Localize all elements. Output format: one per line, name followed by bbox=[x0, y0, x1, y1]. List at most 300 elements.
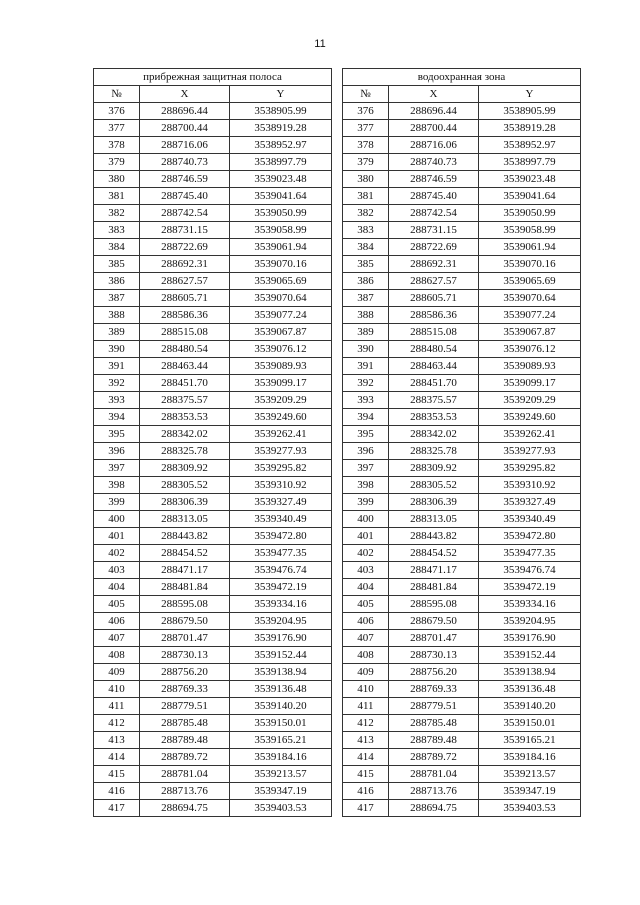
water-protection-zone-table bbox=[342, 68, 581, 817]
coastal-table-row bbox=[94, 800, 332, 817]
coastal-x-coordinate: 288443.82 bbox=[140, 528, 230, 545]
coastal-y-coordinate: 3539070.64 bbox=[230, 290, 332, 307]
water-zone-point-number: 387 bbox=[343, 290, 389, 307]
water-zone-table-row bbox=[343, 426, 581, 443]
coastal-y-coordinate: 3539249.60 bbox=[230, 409, 332, 426]
water-zone-point-number: 397 bbox=[343, 460, 389, 477]
water-zone-table-row bbox=[343, 273, 581, 290]
water-zone-x-coordinate: 288785.48 bbox=[389, 715, 479, 732]
water-zone-table-row bbox=[343, 749, 581, 766]
coastal-y-coordinate: 3539477.35 bbox=[230, 545, 332, 562]
water-zone-x-coordinate: 288700.44 bbox=[389, 120, 479, 137]
coastal-table-row bbox=[94, 154, 332, 171]
water-zone-table-row bbox=[343, 477, 581, 494]
water-zone-table-row bbox=[343, 562, 581, 579]
water-zone-y-coordinate: 3538997.79 bbox=[479, 154, 581, 171]
coastal-point-number: 396 bbox=[94, 443, 140, 460]
coastal-y-coordinate: 3539152.44 bbox=[230, 647, 332, 664]
water-zone-x-coordinate: 288745.40 bbox=[389, 188, 479, 205]
coastal-table-row bbox=[94, 341, 332, 358]
water-zone-x-coordinate: 288306.39 bbox=[389, 494, 479, 511]
coastal-y-coordinate: 3539150.01 bbox=[230, 715, 332, 732]
water-zone-point-number: 377 bbox=[343, 120, 389, 137]
coastal-table-title: прибрежная защитная полоса bbox=[94, 69, 332, 86]
water-zone-y-coordinate: 3539209.29 bbox=[479, 392, 581, 409]
water-zone-y-coordinate: 3539249.60 bbox=[479, 409, 581, 426]
water-zone-y-coordinate: 3539050.99 bbox=[479, 205, 581, 222]
water-zone-y-coordinate: 3539334.16 bbox=[479, 596, 581, 613]
coastal-point-number: 382 bbox=[94, 205, 140, 222]
coastal-point-number: 404 bbox=[94, 579, 140, 596]
coastal-y-coordinate: 3539041.64 bbox=[230, 188, 332, 205]
water-zone-point-number: 389 bbox=[343, 324, 389, 341]
coastal-point-number: 414 bbox=[94, 749, 140, 766]
water-zone-x-coordinate: 288443.82 bbox=[389, 528, 479, 545]
water-zone-y-coordinate: 3539152.44 bbox=[479, 647, 581, 664]
coastal-point-number: 398 bbox=[94, 477, 140, 494]
water-zone-point-number: 392 bbox=[343, 375, 389, 392]
water-zone-point-number: 379 bbox=[343, 154, 389, 171]
coastal-x-coordinate: 288730.13 bbox=[140, 647, 230, 664]
coastal-point-number: 410 bbox=[94, 681, 140, 698]
coastal-x-coordinate: 288713.76 bbox=[140, 783, 230, 800]
coastal-table-row bbox=[94, 562, 332, 579]
coastal-y-coordinate: 3539472.80 bbox=[230, 528, 332, 545]
water-zone-y-coordinate: 3539204.95 bbox=[479, 613, 581, 630]
coastal-table-row bbox=[94, 409, 332, 426]
coastal-table-row bbox=[94, 239, 332, 256]
water-zone-point-number: 407 bbox=[343, 630, 389, 647]
coastal-x-coordinate: 288701.47 bbox=[140, 630, 230, 647]
coastal-point-number: 415 bbox=[94, 766, 140, 783]
water-zone-y-coordinate: 3539327.49 bbox=[479, 494, 581, 511]
coastal-point-number: 407 bbox=[94, 630, 140, 647]
coastal-table-row bbox=[94, 188, 332, 205]
coastal-table-row bbox=[94, 630, 332, 647]
coastal-x-coordinate: 288480.54 bbox=[140, 341, 230, 358]
coastal-point-number: 377 bbox=[94, 120, 140, 137]
water-zone-y-coordinate: 3539077.24 bbox=[479, 307, 581, 324]
water-zone-x-coordinate: 288692.31 bbox=[389, 256, 479, 273]
coastal-protective-strip-table bbox=[93, 68, 332, 817]
water-zone-point-number: 412 bbox=[343, 715, 389, 732]
water-zone-y-coordinate: 3539403.53 bbox=[479, 800, 581, 817]
coastal-y-coordinate: 3539140.20 bbox=[230, 698, 332, 715]
coastal-point-number: 389 bbox=[94, 324, 140, 341]
water-zone-table-row bbox=[343, 392, 581, 409]
coastal-y-coordinate: 3539176.90 bbox=[230, 630, 332, 647]
coastal-y-coordinate: 3539023.48 bbox=[230, 171, 332, 188]
water-zone-y-coordinate: 3539150.01 bbox=[479, 715, 581, 732]
water-zone-point-number: 408 bbox=[343, 647, 389, 664]
water-zone-y-coordinate: 3539023.48 bbox=[479, 171, 581, 188]
coastal-point-number: 416 bbox=[94, 783, 140, 800]
water-zone-point-number: 396 bbox=[343, 443, 389, 460]
coastal-y-coordinate: 3539065.69 bbox=[230, 273, 332, 290]
coastal-table-row bbox=[94, 222, 332, 239]
water-zone-point-number: 416 bbox=[343, 783, 389, 800]
water-zone-point-number: 386 bbox=[343, 273, 389, 290]
coastal-y-coordinate: 3539310.92 bbox=[230, 477, 332, 494]
coastal-x-coordinate: 288740.73 bbox=[140, 154, 230, 171]
coastal-table-row bbox=[94, 715, 332, 732]
coastal-x-coordinate: 288742.54 bbox=[140, 205, 230, 222]
water-zone-x-coordinate: 288353.53 bbox=[389, 409, 479, 426]
coastal-table-row bbox=[94, 545, 332, 562]
coastal-point-number: 385 bbox=[94, 256, 140, 273]
water-zone-table-row bbox=[343, 409, 581, 426]
water-zone-y-coordinate: 3539340.49 bbox=[479, 511, 581, 528]
coastal-y-coordinate: 3538919.28 bbox=[230, 120, 332, 137]
water-zone-y-coordinate: 3539472.19 bbox=[479, 579, 581, 596]
coastal-table-row bbox=[94, 205, 332, 222]
water-zone-table-row bbox=[343, 103, 581, 120]
water-zone-table-row bbox=[343, 800, 581, 817]
water-zone-point-number: 404 bbox=[343, 579, 389, 596]
coastal-x-coordinate: 288451.70 bbox=[140, 375, 230, 392]
water-zone-table-row bbox=[343, 239, 581, 256]
coastal-x-coordinate: 288692.31 bbox=[140, 256, 230, 273]
water-zone-table-row bbox=[343, 528, 581, 545]
coastal-table-row bbox=[94, 273, 332, 290]
water-zone-point-number: 402 bbox=[343, 545, 389, 562]
water-zone-x-coordinate: 288454.52 bbox=[389, 545, 479, 562]
coastal-table-row bbox=[94, 171, 332, 188]
water-zone-y-coordinate: 3539476.74 bbox=[479, 562, 581, 579]
coastal-y-coordinate: 3539476.74 bbox=[230, 562, 332, 579]
water-zone-x-coordinate: 288679.50 bbox=[389, 613, 479, 630]
water-zone-y-coordinate: 3539065.69 bbox=[479, 273, 581, 290]
coastal-table-row bbox=[94, 681, 332, 698]
water-zone-y-coordinate: 3539477.35 bbox=[479, 545, 581, 562]
water-zone-x-coordinate: 288309.92 bbox=[389, 460, 479, 477]
coastal-table-row bbox=[94, 477, 332, 494]
coastal-point-number: 387 bbox=[94, 290, 140, 307]
water-zone-point-number: 381 bbox=[343, 188, 389, 205]
coastal-x-coordinate: 288700.44 bbox=[140, 120, 230, 137]
coastal-point-number: 408 bbox=[94, 647, 140, 664]
water-zone-y-coordinate: 3539138.94 bbox=[479, 664, 581, 681]
water-zone-x-coordinate: 288769.33 bbox=[389, 681, 479, 698]
coastal-y-coordinate: 3539076.12 bbox=[230, 341, 332, 358]
water-zone-x-coordinate: 288325.78 bbox=[389, 443, 479, 460]
water-zone-x-coordinate: 288481.84 bbox=[389, 579, 479, 596]
water-zone-table-row bbox=[343, 443, 581, 460]
water-zone-point-number: 409 bbox=[343, 664, 389, 681]
water-zone-table-row bbox=[343, 154, 581, 171]
coastal-point-number: 406 bbox=[94, 613, 140, 630]
coastal-y-coordinate: 3539058.99 bbox=[230, 222, 332, 239]
water-zone-point-number: 380 bbox=[343, 171, 389, 188]
water-zone-point-number: 399 bbox=[343, 494, 389, 511]
water-zone-y-coordinate: 3538952.97 bbox=[479, 137, 581, 154]
water-zone-y-coordinate: 3539070.16 bbox=[479, 256, 581, 273]
coastal-x-coordinate: 288353.53 bbox=[140, 409, 230, 426]
coastal-table-row bbox=[94, 103, 332, 120]
water-zone-table-row bbox=[343, 494, 581, 511]
coastal-table-row bbox=[94, 256, 332, 273]
water-zone-table-row bbox=[343, 579, 581, 596]
coastal-x-coordinate: 288375.57 bbox=[140, 392, 230, 409]
coastal-table-row bbox=[94, 290, 332, 307]
water-zone-x-coordinate: 288627.57 bbox=[389, 273, 479, 290]
water-zone-x-coordinate: 288451.70 bbox=[389, 375, 479, 392]
coastal-point-number: 381 bbox=[94, 188, 140, 205]
water-zone-x-coordinate: 288515.08 bbox=[389, 324, 479, 341]
water-zone-point-number: 376 bbox=[343, 103, 389, 120]
coastal-table-row bbox=[94, 749, 332, 766]
coastal-point-number: 403 bbox=[94, 562, 140, 579]
coastal-point-number: 391 bbox=[94, 358, 140, 375]
water-zone-table-row bbox=[343, 120, 581, 137]
water-zone-header-number: № bbox=[343, 86, 389, 103]
water-zone-point-number: 417 bbox=[343, 800, 389, 817]
water-zone-point-number: 405 bbox=[343, 596, 389, 613]
water-zone-table-row bbox=[343, 324, 581, 341]
coastal-x-coordinate: 288746.59 bbox=[140, 171, 230, 188]
water-zone-y-coordinate: 3539310.92 bbox=[479, 477, 581, 494]
water-zone-y-coordinate: 3539277.93 bbox=[479, 443, 581, 460]
water-zone-table-title: водоохранная зона bbox=[343, 69, 581, 86]
coastal-table-body bbox=[94, 69, 332, 817]
coastal-x-coordinate: 288471.17 bbox=[140, 562, 230, 579]
coastal-y-coordinate: 3539089.93 bbox=[230, 358, 332, 375]
coastal-x-coordinate: 288454.52 bbox=[140, 545, 230, 562]
coastal-table-row bbox=[94, 647, 332, 664]
water-zone-table-row bbox=[343, 613, 581, 630]
water-zone-table-row bbox=[343, 205, 581, 222]
water-zone-point-number: 414 bbox=[343, 749, 389, 766]
coastal-x-coordinate: 288789.48 bbox=[140, 732, 230, 749]
coastal-x-coordinate: 288679.50 bbox=[140, 613, 230, 630]
water-zone-point-number: 384 bbox=[343, 239, 389, 256]
coastal-point-number: 402 bbox=[94, 545, 140, 562]
water-zone-point-number: 393 bbox=[343, 392, 389, 409]
coastal-y-coordinate: 3539138.94 bbox=[230, 664, 332, 681]
water-zone-y-coordinate: 3539136.48 bbox=[479, 681, 581, 698]
coastal-y-coordinate: 3538952.97 bbox=[230, 137, 332, 154]
water-zone-y-coordinate: 3539076.12 bbox=[479, 341, 581, 358]
water-zone-table-row bbox=[343, 460, 581, 477]
water-zone-header-y: Y bbox=[479, 86, 581, 103]
coastal-x-coordinate: 288309.92 bbox=[140, 460, 230, 477]
coastal-y-coordinate: 3539165.21 bbox=[230, 732, 332, 749]
water-zone-table-row bbox=[343, 732, 581, 749]
water-zone-y-coordinate: 3539262.41 bbox=[479, 426, 581, 443]
water-zone-table-row bbox=[343, 256, 581, 273]
water-zone-y-coordinate: 3539058.99 bbox=[479, 222, 581, 239]
coastal-point-number: 378 bbox=[94, 137, 140, 154]
water-zone-x-coordinate: 288605.71 bbox=[389, 290, 479, 307]
coastal-x-coordinate: 288306.39 bbox=[140, 494, 230, 511]
water-zone-y-coordinate: 3539061.94 bbox=[479, 239, 581, 256]
coastal-header-y: Y bbox=[230, 86, 332, 103]
coastal-table-row bbox=[94, 392, 332, 409]
water-zone-x-coordinate: 288480.54 bbox=[389, 341, 479, 358]
water-zone-point-number: 394 bbox=[343, 409, 389, 426]
coastal-table-row bbox=[94, 528, 332, 545]
water-zone-x-coordinate: 288313.05 bbox=[389, 511, 479, 528]
coastal-point-number: 412 bbox=[94, 715, 140, 732]
water-zone-x-coordinate: 288722.69 bbox=[389, 239, 479, 256]
coastal-x-coordinate: 288745.40 bbox=[140, 188, 230, 205]
water-zone-table-row bbox=[343, 511, 581, 528]
water-zone-y-coordinate: 3539070.64 bbox=[479, 290, 581, 307]
coastal-y-coordinate: 3539327.49 bbox=[230, 494, 332, 511]
water-zone-header-x: X bbox=[389, 86, 479, 103]
water-zone-x-coordinate: 288789.72 bbox=[389, 749, 479, 766]
coastal-table-row bbox=[94, 137, 332, 154]
coastal-point-number: 394 bbox=[94, 409, 140, 426]
coastal-y-coordinate: 3538997.79 bbox=[230, 154, 332, 171]
water-zone-point-number: 411 bbox=[343, 698, 389, 715]
water-zone-y-coordinate: 3539184.16 bbox=[479, 749, 581, 766]
water-zone-point-number: 391 bbox=[343, 358, 389, 375]
coastal-header-x: X bbox=[140, 86, 230, 103]
water-zone-table-row bbox=[343, 783, 581, 800]
water-zone-x-coordinate: 288471.17 bbox=[389, 562, 479, 579]
coastal-x-coordinate: 288785.48 bbox=[140, 715, 230, 732]
water-zone-x-coordinate: 288463.44 bbox=[389, 358, 479, 375]
water-zone-x-coordinate: 288746.59 bbox=[389, 171, 479, 188]
water-zone-point-number: 415 bbox=[343, 766, 389, 783]
water-zone-point-number: 403 bbox=[343, 562, 389, 579]
coastal-y-coordinate: 3539070.16 bbox=[230, 256, 332, 273]
coastal-x-coordinate: 288779.51 bbox=[140, 698, 230, 715]
water-zone-x-coordinate: 288742.54 bbox=[389, 205, 479, 222]
water-zone-table-row bbox=[343, 647, 581, 664]
coastal-x-coordinate: 288731.15 bbox=[140, 222, 230, 239]
water-zone-x-coordinate: 288789.48 bbox=[389, 732, 479, 749]
coastal-point-number: 380 bbox=[94, 171, 140, 188]
coastal-x-coordinate: 288781.04 bbox=[140, 766, 230, 783]
water-zone-table-row bbox=[343, 222, 581, 239]
coastal-point-number: 379 bbox=[94, 154, 140, 171]
water-zone-point-number: 400 bbox=[343, 511, 389, 528]
coastal-point-number: 386 bbox=[94, 273, 140, 290]
coastal-y-coordinate: 3539262.41 bbox=[230, 426, 332, 443]
water-zone-table-row bbox=[343, 596, 581, 613]
coastal-table-row bbox=[94, 664, 332, 681]
water-zone-y-coordinate: 3539041.64 bbox=[479, 188, 581, 205]
water-zone-x-coordinate: 288701.47 bbox=[389, 630, 479, 647]
water-zone-table-row bbox=[343, 375, 581, 392]
coastal-table-row bbox=[94, 766, 332, 783]
water-zone-x-coordinate: 288595.08 bbox=[389, 596, 479, 613]
coastal-point-number: 388 bbox=[94, 307, 140, 324]
coastal-y-coordinate: 3539184.16 bbox=[230, 749, 332, 766]
coastal-x-coordinate: 288627.57 bbox=[140, 273, 230, 290]
water-zone-point-number: 378 bbox=[343, 137, 389, 154]
coastal-y-coordinate: 3539061.94 bbox=[230, 239, 332, 256]
coastal-x-coordinate: 288313.05 bbox=[140, 511, 230, 528]
coastal-point-number: 413 bbox=[94, 732, 140, 749]
coastal-table-row bbox=[94, 783, 332, 800]
coastal-y-coordinate: 3539403.53 bbox=[230, 800, 332, 817]
coastal-point-number: 411 bbox=[94, 698, 140, 715]
water-zone-x-coordinate: 288731.15 bbox=[389, 222, 479, 239]
coastal-point-number: 395 bbox=[94, 426, 140, 443]
water-zone-x-coordinate: 288716.06 bbox=[389, 137, 479, 154]
coastal-header-number: № bbox=[94, 86, 140, 103]
coastal-x-coordinate: 288463.44 bbox=[140, 358, 230, 375]
water-zone-table-row bbox=[343, 545, 581, 562]
water-zone-x-coordinate: 288740.73 bbox=[389, 154, 479, 171]
coastal-table-row bbox=[94, 443, 332, 460]
water-zone-y-coordinate: 3539089.93 bbox=[479, 358, 581, 375]
water-zone-table-row bbox=[343, 698, 581, 715]
coastal-point-number: 384 bbox=[94, 239, 140, 256]
coastal-x-coordinate: 288515.08 bbox=[140, 324, 230, 341]
water-zone-x-coordinate: 288756.20 bbox=[389, 664, 479, 681]
coastal-x-coordinate: 288716.06 bbox=[140, 137, 230, 154]
coastal-table-row bbox=[94, 579, 332, 596]
coastal-point-number: 390 bbox=[94, 341, 140, 358]
water-zone-point-number: 382 bbox=[343, 205, 389, 222]
water-zone-table-row bbox=[343, 290, 581, 307]
water-zone-table-row bbox=[343, 307, 581, 324]
water-zone-y-coordinate: 3539067.87 bbox=[479, 324, 581, 341]
coastal-y-coordinate: 3539099.17 bbox=[230, 375, 332, 392]
coastal-table-row bbox=[94, 698, 332, 715]
coastal-table-row bbox=[94, 511, 332, 528]
coastal-y-coordinate: 3539347.19 bbox=[230, 783, 332, 800]
coastal-point-number: 401 bbox=[94, 528, 140, 545]
water-zone-x-coordinate: 288781.04 bbox=[389, 766, 479, 783]
coastal-point-number: 409 bbox=[94, 664, 140, 681]
water-zone-x-coordinate: 288342.02 bbox=[389, 426, 479, 443]
water-zone-y-coordinate: 3539213.57 bbox=[479, 766, 581, 783]
water-zone-point-number: 410 bbox=[343, 681, 389, 698]
water-zone-table-row bbox=[343, 358, 581, 375]
coastal-y-coordinate: 3539136.48 bbox=[230, 681, 332, 698]
water-zone-table-row bbox=[343, 681, 581, 698]
coastal-table-row bbox=[94, 324, 332, 341]
water-zone-table-row bbox=[343, 137, 581, 154]
water-zone-point-number: 385 bbox=[343, 256, 389, 273]
water-zone-y-coordinate: 3538905.99 bbox=[479, 103, 581, 120]
water-zone-table-row bbox=[343, 664, 581, 681]
coastal-x-coordinate: 288756.20 bbox=[140, 664, 230, 681]
water-zone-x-coordinate: 288696.44 bbox=[389, 103, 479, 120]
coastal-x-coordinate: 288342.02 bbox=[140, 426, 230, 443]
water-zone-x-coordinate: 288713.76 bbox=[389, 783, 479, 800]
coastal-x-coordinate: 288769.33 bbox=[140, 681, 230, 698]
page-number: 11 bbox=[314, 38, 326, 50]
water-zone-point-number: 401 bbox=[343, 528, 389, 545]
coastal-point-number: 405 bbox=[94, 596, 140, 613]
water-zone-y-coordinate: 3539165.21 bbox=[479, 732, 581, 749]
coastal-y-coordinate: 3539067.87 bbox=[230, 324, 332, 341]
water-zone-x-coordinate: 288375.57 bbox=[389, 392, 479, 409]
coastal-point-number: 397 bbox=[94, 460, 140, 477]
coastal-y-coordinate: 3539204.95 bbox=[230, 613, 332, 630]
water-zone-y-coordinate: 3539099.17 bbox=[479, 375, 581, 392]
water-zone-table-row bbox=[343, 715, 581, 732]
coastal-y-coordinate: 3539472.19 bbox=[230, 579, 332, 596]
coastal-table-row bbox=[94, 120, 332, 137]
coastal-table-row bbox=[94, 494, 332, 511]
coastal-x-coordinate: 288595.08 bbox=[140, 596, 230, 613]
water-zone-table-row bbox=[343, 341, 581, 358]
coastal-table-row bbox=[94, 375, 332, 392]
coastal-x-coordinate: 288722.69 bbox=[140, 239, 230, 256]
coastal-table-row bbox=[94, 732, 332, 749]
coastal-point-number: 393 bbox=[94, 392, 140, 409]
water-zone-point-number: 390 bbox=[343, 341, 389, 358]
coastal-table-row bbox=[94, 307, 332, 324]
coastal-point-number: 417 bbox=[94, 800, 140, 817]
